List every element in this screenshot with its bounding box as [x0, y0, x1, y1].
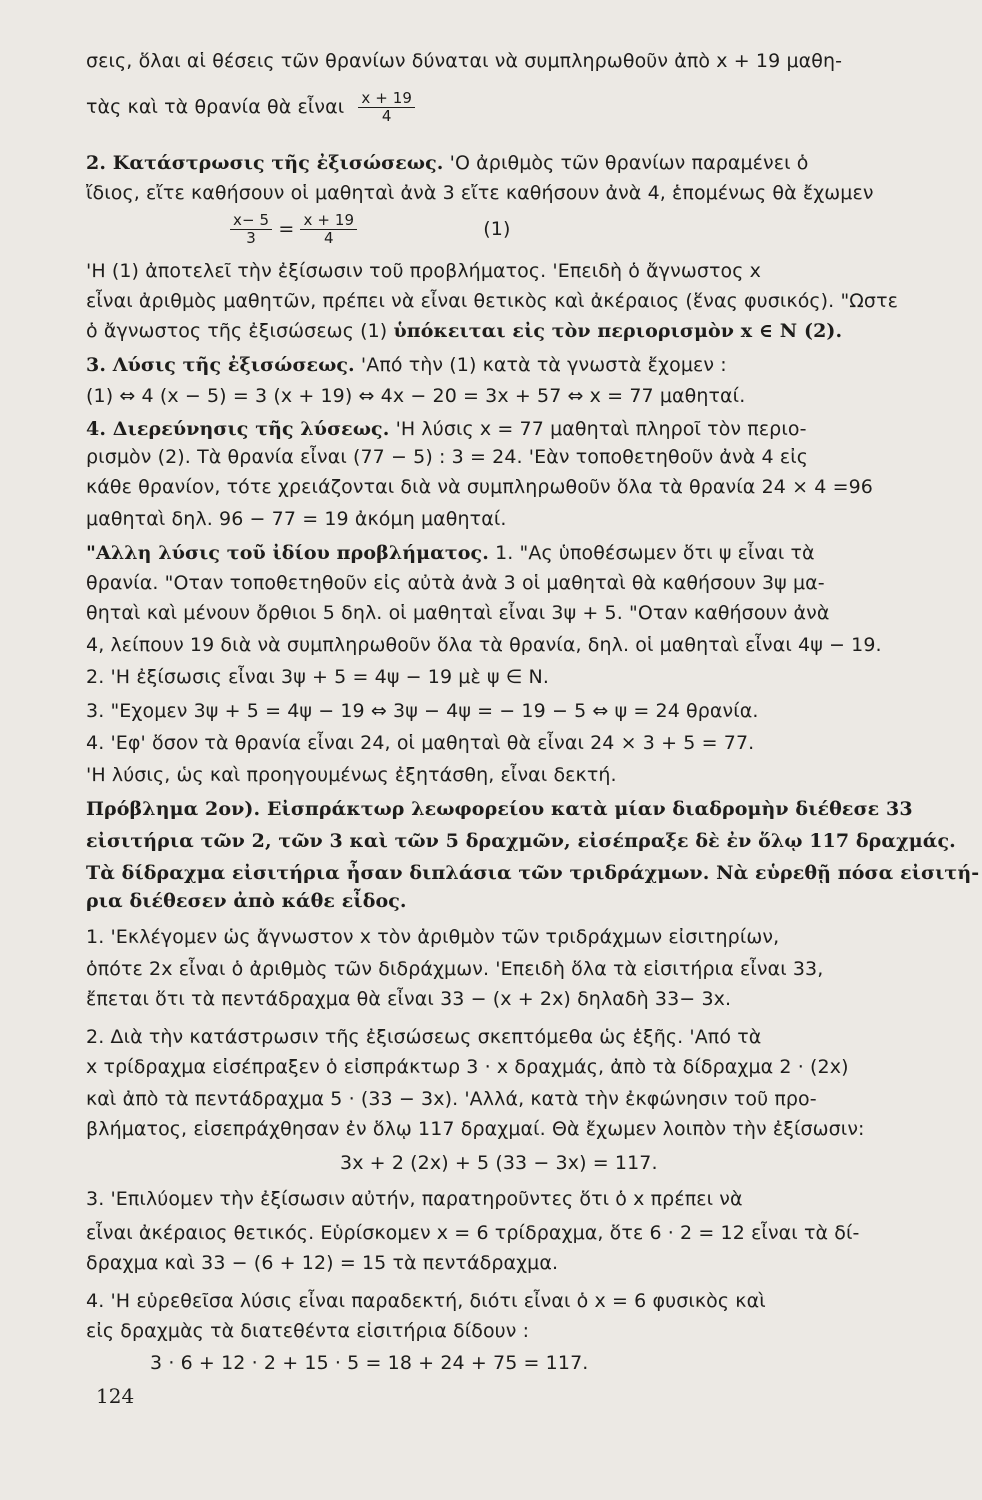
problem-statement-line: εἰσιτήρια τῶν 2, τῶν 3 καὶ τῶν 5 δραχμῶν, εἰσέπραξε δὲ ἐν ὅλῳ 117 δραχμάς. [86, 830, 956, 852]
section-heading: "Αλλη λύσις τοῦ ἰδίου προβλήματος. [86, 542, 489, 564]
text-span: 'Από τὴν (1) κατὰ τὰ γνωστὰ ἔχομεν : [360, 354, 727, 376]
text-line: 4. 'Η εὑρεθεῖσα λύσις εἶναι παραδεκτή, διότι εἶναι ὁ x = 6 φυσικὸς καὶ [86, 1290, 766, 1312]
text-line: 4, λείπουν 19 διὰ νὰ συμπληρωθοῦν ὅλα τὰ θρανία, δηλ. οἱ μαθηταὶ εἶναι 4ψ − 19. [86, 634, 882, 656]
text-span: ὁ ἄγνωστος τῆς ἐξισώσεως (1) [86, 320, 388, 342]
text-span: 'Ο ἀριθμὸς τῶν θρανίων παραμένει ὁ [449, 152, 809, 174]
text-line [86, 318, 948, 344]
text-line: εἶναι ἀριθμὸς μαθητῶν, πρέπει νὰ εἶναι θετικὸς καὶ ἀκέραιος (ἕνας φυσικός). "Ωστε [86, 290, 898, 312]
bold-span: ὑπόκειται εἰς τὸν περιορισμὸν x ∈ N (2). [393, 320, 843, 342]
text-line: (1) ⇔ 4 (x − 5) = 3 (x + 19) ⇔ 4x − 20 = 3x + 57 ⇔ x = 77 μαθηταί. [86, 385, 746, 407]
text-line: μαθηταὶ δηλ. 96 − 77 = 19 ἀκόμη μαθηταί. [86, 508, 507, 530]
fraction-denominator: 3 [246, 229, 256, 247]
problem-statement-line: ρια διέθεσεν ἀπὸ κάθε εἶδος. [86, 890, 407, 912]
text-line: 3. "Εχομεν 3ψ + 5 = 4ψ − 19 ⇔ 3ψ − 4ψ = − 19 − 5 ⇔ ψ = 24 θρανία. [86, 700, 759, 722]
fraction-numerator: x− 5 [230, 212, 272, 230]
text-line: θηταὶ καὶ μένουν ὄρθιοι 5 δηλ. οἱ μαθηταὶ εἶναι 3ψ + 5. "Οταν καθήσουν ἀνὰ [86, 602, 830, 624]
equation-3: 3 · 6 + 12 · 2 + 15 · 5 = 18 + 24 + 75 = 117. [150, 1352, 589, 1374]
text-line: 2. Διὰ τὴν κατάστρωσιν τῆς ἐξισώσεως σκεπτόμεθα ὡς ἑξῆς. 'Από τὰ [86, 1026, 762, 1048]
text-line: 'Η λύσις, ὡς καὶ προηγουμένως ἐξητάσθη, εἶναι δεκτή. [86, 764, 617, 786]
text-line: ἴδιος, εἴτε καθήσουν οἱ μαθηταὶ ἀνὰ 3 εἴτε καθήσουν ἀνὰ 4, ἑπομένως θὰ ἔχωμεν [86, 182, 874, 204]
fraction [230, 212, 272, 247]
text-line [86, 416, 948, 442]
text-span: 'Η λύσις x = 77 μαθηταὶ πληροῖ τὸν περιο- [395, 418, 807, 440]
text-line [86, 150, 948, 176]
text-line: σεις, ὅλαι αἱ θέσεις τῶν θρανίων δύναται νὰ συμπληρωθοῦν ἀπὸ x + 19 μαθη- [86, 50, 843, 72]
text-line [86, 90, 948, 125]
section-heading: 4. Διερεύνησις τῆς λύσεως. [86, 418, 390, 440]
text-line [86, 352, 948, 378]
problem-statement-line: Τὰ δίδραχμα εἰσιτήρια ἦσαν διπλάσια τῶν τριδράχμων. Νὰ εὑρεθῇ πόσα εἰσιτή- [86, 862, 980, 884]
fraction-denominator: 4 [323, 229, 334, 247]
fraction-numerator: x + 19 [358, 90, 415, 108]
fraction [300, 212, 357, 247]
equation-2: 3x + 2 (2x) + 5 (33 − 3x) = 117. [340, 1152, 658, 1174]
text-span: τὰς καὶ τὰ θρανία θὰ εἶναι [86, 96, 345, 118]
text-line: 1. 'Εκλέγομεν ὡς ἄγνωστον x τὸν ἀριθμὸν τῶν τριδράχμων εἰσιτηρίων, [86, 926, 780, 948]
text-line: θρανία. "Οταν τοποθετηθοῦν εἰς αὐτὰ ἀνὰ 3 οἱ μαθηταὶ θὰ καθήσουν 3ψ μα- [86, 572, 825, 594]
text-line: ἔπεται ὅτι τὰ πεντάδραχμα θὰ εἶναι 33 − (x + 2x) δηλαδὴ 33− 3x. [86, 988, 732, 1010]
problem-statement-line: Πρόβλημα 2ον). Εἰσπράκτωρ λεωφορείου κατὰ μίαν διαδρομὴν διέθεσε 33 [86, 798, 913, 820]
fraction-numerator: x + 19 [300, 212, 357, 230]
text-line: βλήματος, εἰσεπράχθησαν ἐν ὅλῳ 117 δραχμαί. Θὰ ἔχωμεν λοιπὸν τὴν ἐξίσωσιν: [86, 1118, 865, 1140]
text-line: ὁπότε 2x εἶναι ὁ ἀριθμὸς τῶν διδράχμων. 'Επειδὴ ὅλα τὰ εἰσιτήρια εἶναι 33, [86, 958, 824, 980]
text-line: καὶ ἀπὸ τὰ πεντάδραχμα 5 · (33 − 3x). 'Αλλά, κατὰ τὴν ἐκφώνησιν τοῦ προ- [86, 1088, 817, 1110]
fraction-denominator: 4 [381, 107, 392, 125]
text-line: κάθε θρανίον, τότε χρειάζονται διὰ νὰ συμπληρωθοῦν ὅλα τὰ θρανία 24 × 4 =96 [86, 476, 873, 498]
equation-tag: (1) [483, 218, 511, 240]
text-line: 4. 'Εφ' ὅσον τὰ θρανία εἶναι 24, οἱ μαθηταὶ θὰ εἶναι 24 × 3 + 5 = 77. [86, 732, 755, 754]
text-line: ρισμὸν (2). Τὰ θρανία εἶναι (77 − 5) : 3 = 24. 'Εὰν τοποθετηθοῦν ἀνὰ 4 εἰς [86, 446, 808, 468]
text-line [86, 540, 948, 566]
text-span: 1. "Ας ὑποθέσωμεν ὅτι ψ εἶναι τὰ [495, 542, 815, 564]
section-heading: 2. Κατάστρωσις τῆς ἐξισώσεως. [86, 152, 444, 174]
page-number: 124 [96, 1384, 135, 1408]
equation-1 [230, 212, 690, 247]
text-line: 'Η (1) ἀποτελεῖ τὴν ἐξίσωσιν τοῦ προβλήματος. 'Επειδὴ ὁ ἄγνωστος x [86, 260, 761, 282]
text-line: 2. 'Η ἐξίσωσις εἶναι 3ψ + 5 = 4ψ − 19 μὲ ψ ∈ N. [86, 666, 549, 688]
text-line: δραχμα καὶ 33 − (6 + 12) = 15 τὰ πεντάδραχμα. [86, 1252, 559, 1274]
text-line: εἶναι ἀκέραιος θετικός. Εὑρίσκομεν x = 6 τρίδραχμα, ὅτε 6 · 2 = 12 εἶναι τὰ δί- [86, 1222, 860, 1244]
section-heading: 3. Λύσις τῆς ἐξισώσεως. [86, 354, 355, 376]
text-line: εἰς δραχμὰς τὰ διατεθέντα εἰσιτήρια δίδουν : [86, 1320, 530, 1342]
text-line: 3. 'Επιλύομεν τὴν ἐξίσωσιν αὐτήν, παρατηροῦντες ὅτι ὁ x πρέπει νὰ [86, 1188, 743, 1210]
text-line: x τρίδραχμα εἰσέπραξεν ὁ εἰσπράκτωρ 3 · x δραχμάς, ἀπὸ τὰ δίδραχμα 2 · (2x) [86, 1056, 849, 1078]
equals-sign: = [278, 218, 295, 240]
fraction [358, 90, 415, 125]
